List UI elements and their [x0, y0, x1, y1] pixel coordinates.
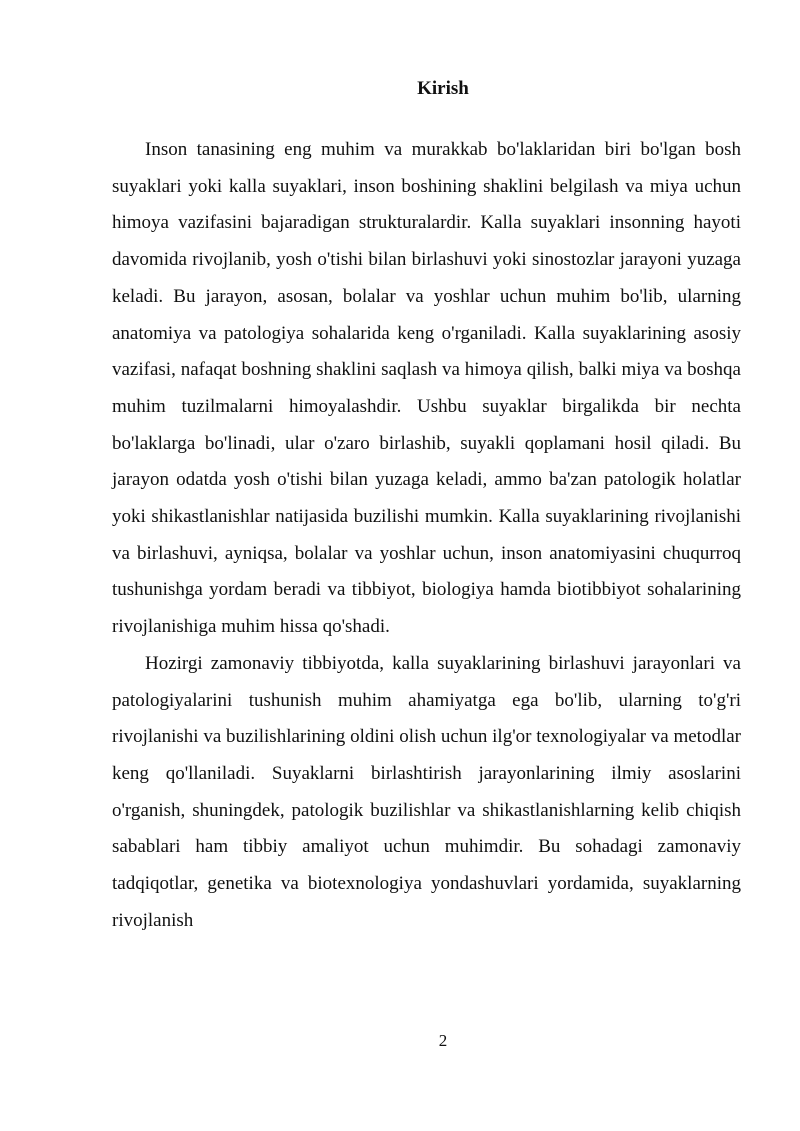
page-title: Kirish [417, 78, 469, 99]
page-number: 2 [438, 1031, 448, 1050]
body-text [112, 132, 741, 939]
paragraph: Hozirgi zamonaviy tibbiyotda, kalla suyaklarining birlashuvi jarayonlari va patologiyalarini tushunish muhim ahamiyatga ega bo'lib, ularning to'g'ri rivojlanishi va buzilishlarining oldini olish uchun ilg'or texnologiyalar va metodlar keng qo'llaniladi. Suyaklarni birlashtirish jarayonlarining ilmiy asoslarini o'rganish, shuningdek, patologik buzilishlar va shikastlanishlarning kelib chiqish sabablari ham tibbiy amaliyot uchun muhimdir. Bu sohadagi zamonaviy tadqiqotlar, genetika va biotexnologiya yondashuvlari yordamida, suyaklarning rivojlanish [112, 652, 741, 931]
paragraph: Inson tanasining eng muhim va murakkab bo'laklaridan biri bo'lgan bosh suyaklari yoki kalla suyaklari, inson boshining shaklini belgilash va miya uchun himoya vazifasini bajaradigan strukturalardir. Kalla suyaklari insonning hayoti davomida rivojlanib, yosh o'tishi bilan birlashuvi yoki sinostozlar jarayoni yuzaga keladi. Bu jarayon, asosan, bolalar va yoshlar uchun muhim bo'lib, ularning anatomiya va patologiya sohalarida keng o'rganiladi. Kalla suyaklarining asosiy vazifasi, nafaqat boshning shaklini saqlash va himoya qilish, balki miya va boshqa muhim tuzilmalarni himoyalashdir. Ushbu suyaklar birgalikda bir nechta bo'laklarga bo'linadi, ular o'zaro birlashib, suyakli qoplamani hosil qiladi. Bu jarayon odatda yosh o'tishi bilan yuzaga keladi, ammo ba'zan patologik holatlar yoki shikastlanishlar natijasida buzilishi mumkin. Kalla suyaklarining rivojlanishi va birlashuvi, ayniqsa, bolalar va yoshlar uchun, inson anatomiyasini chuqurroq tushunishga yordam beradi va tibbiyot, biologiya hamda biotibbiyot sohalarining rivojlanishiga muhim hissa qo'shadi. [112, 139, 741, 638]
